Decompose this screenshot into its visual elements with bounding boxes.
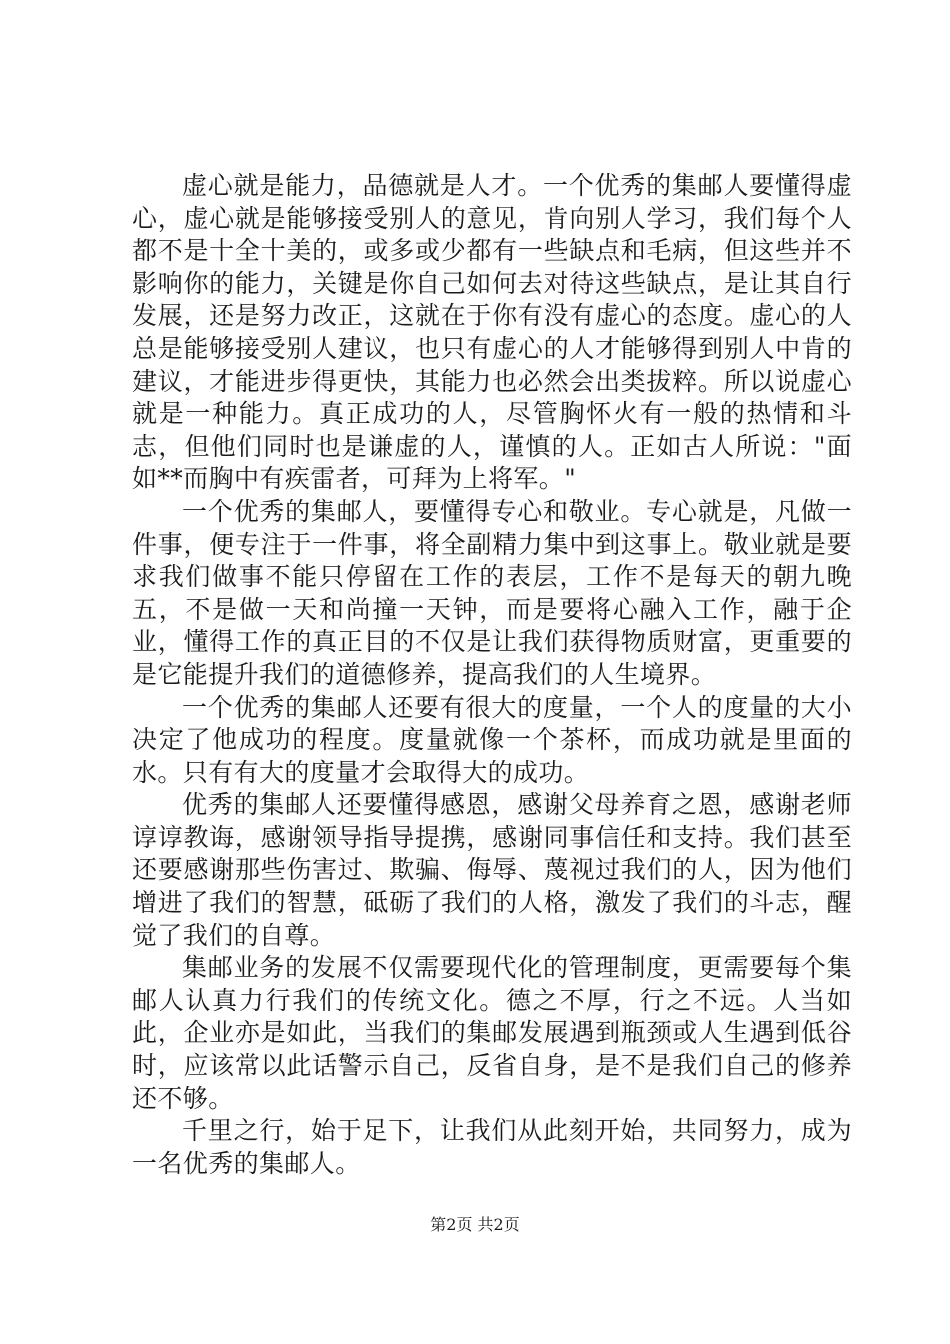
paragraph-magnanimity: 一个优秀的集邮人还要有很大的度量，一个人的度量的大小决定了他成功的程度。度量就像一个茶杯，而成功就是里面的水。只有有大的度量才会取得大的成功。	[132, 692, 852, 787]
paragraph-dedication: 一个优秀的集邮人，要懂得专心和敬业。专心就是，凡做一件事，便专注于一件事，将全副精力集中到这事上。敬业就是要求我们做事不能只停留在工作的表层，工作不是每天的朝九晚五，不是做一天和尚撞一天钟，而是要将心融入工作，融于企业，懂得工作的真正目的不仅是让我们获得物质财富，更重要的是它能提升我们的道德修养，提高我们的人生境界。	[132, 496, 852, 689]
paragraph-conclusion: 千里之行，始于足下，让我们从此刻开始，共同努力，成为一名优秀的集邮人。	[132, 1116, 852, 1178]
document-body	[132, 170, 852, 1180]
page-footer: 第2页 共2页	[430, 1215, 520, 1234]
paragraph-gratitude: 优秀的集邮人还要懂得感恩，感谢父母养育之恩，感谢老师谆谆教诲，感谢领导指导提携，感谢同事信任和支持。我们甚至还要感谢那些伤害过、欺骗、侮辱、蔑视过我们的人，因为他们增进了我们的智慧，砥砺了我们的人格，激发了我们的斗志，醒觉了我们的自尊。	[132, 790, 852, 950]
paragraph-culture: 集邮业务的发展不仅需要现代化的管理制度，更需要每个集邮人认真力行我们的传统文化。德之不厚，行之不远。人当如此，企业亦是如此，当我们的集邮发展遇到瓶颈或人生遇到低谷时，应该常以此话警示自己，反省自身，是不是我们自己的修养还不够。	[132, 953, 852, 1113]
paragraph-humility: 虚心就是能力，品德就是人才。一个优秀的集邮人要懂得虚心，虚心就是能够接受别人的意见，肯向别人学习，我们每个人都不是十全十美的，或多或少都有一些缺点和毛病，但这些并不影响你的能力，关键是你自己如何去对待这些缺点，是让其自行发展，还是努力改正，这就在于你有没有虚心的态度。虚心的人总是能够接受别人建议，也只有虚心的人才能够得到别人中肯的建议，才能进步得更快，其能力也必然会出类拔粹。所以说虚心就是一种能力。真正成功的人，尽管胸怀火有一般的热情和斗志，但他们同时也是谦虚的人，谨慎的人。正如古人所说："面如**而胸中有疾雷者，可拜为上将军。"	[132, 171, 852, 494]
